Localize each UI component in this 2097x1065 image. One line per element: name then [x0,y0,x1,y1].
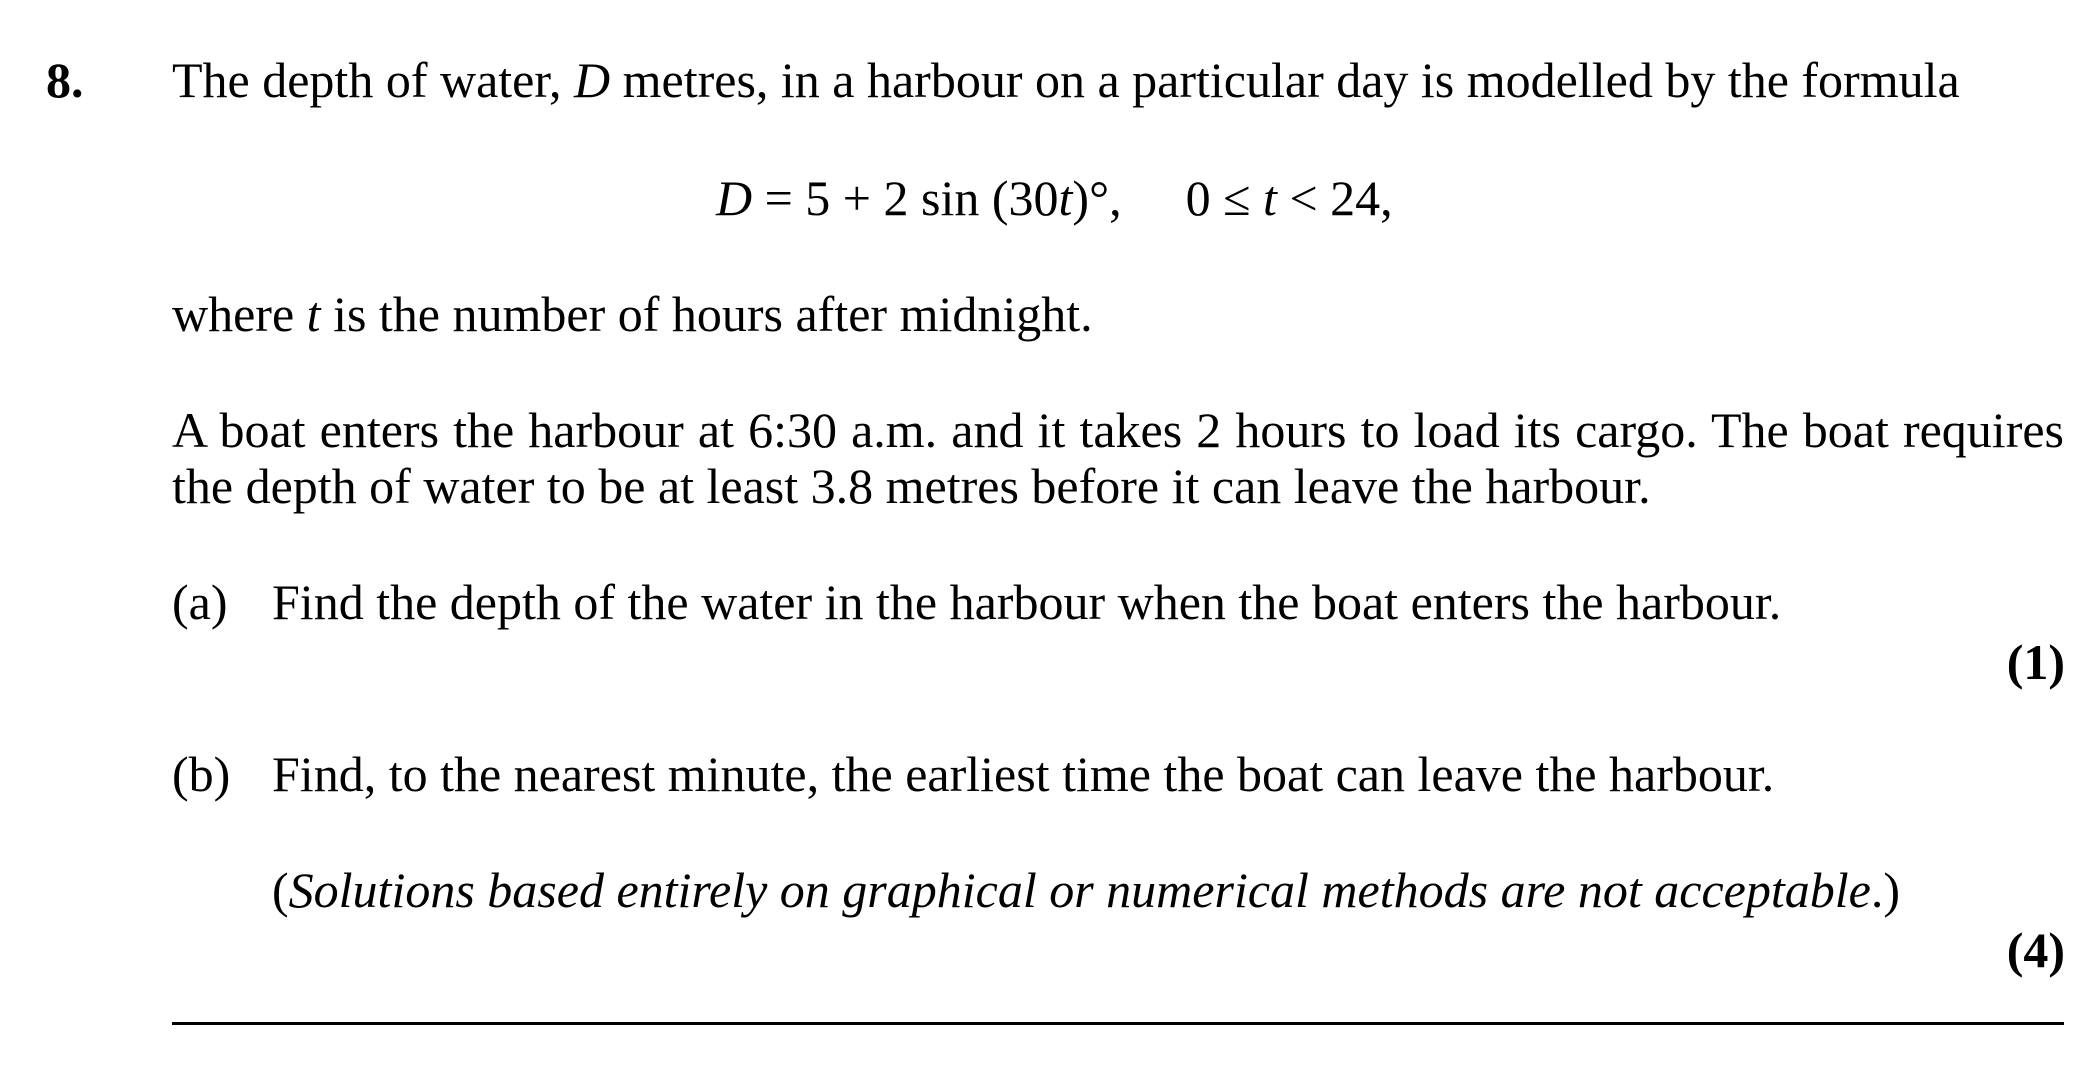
formula-domain-end: < 24, [1276,170,1393,226]
context-line-1: A boat enters the harbour at 6:30 a.m. and it takes 2 hours to load its cargo. The boat requires [172,402,2064,458]
part-a-label: (a) [172,574,228,630]
note-close: .) [1870,862,1900,918]
domain-variable-t: t [1263,170,1277,226]
variable-d: D [574,52,611,108]
formula-domain-start: 0 ≤ [1185,170,1264,226]
part-b-label: (b) [172,746,231,802]
formula-rhs-start: = 5 + 2 sin (30 [752,170,1059,226]
note-text: Solutions based entirely on graphical or numerical methods are not acceptable [288,862,1871,918]
formula-variable-d: D [716,170,753,226]
where-variable-t: t [306,286,321,342]
context-line-2: the depth of water to be at least 3.8 metres before it can leave the harbour. [172,458,1651,514]
part-b-text: Find, to the nearest minute, the earliest time the boat can leave the harbour. [272,746,1775,802]
where-text-end: is the number of hours after midnight. [320,286,1093,342]
part-a-marks: (1) [2006,634,2065,690]
context-paragraph [172,402,2064,514]
formula-rhs-end: )°, [1072,170,1122,226]
where-text-start: where [172,286,307,342]
answer-rule-line [172,1022,2064,1025]
question-number: 8. [46,52,84,108]
depth-formula [716,170,1393,226]
variable-definition [172,286,1093,342]
part-a-text: Find the depth of the water in the harbour when the boat enters the harbour. [272,574,1782,630]
intro-text-end: metres, in a harbour on a particular day is modelled by the formula [610,52,1960,108]
question-intro [172,52,1960,108]
note-open-paren: ( [272,862,289,918]
part-b-marks: (4) [2006,922,2065,978]
formula-variable-t: t [1058,170,1073,226]
intro-text-start: The depth of water, [172,52,575,108]
part-b-note [272,862,1900,918]
